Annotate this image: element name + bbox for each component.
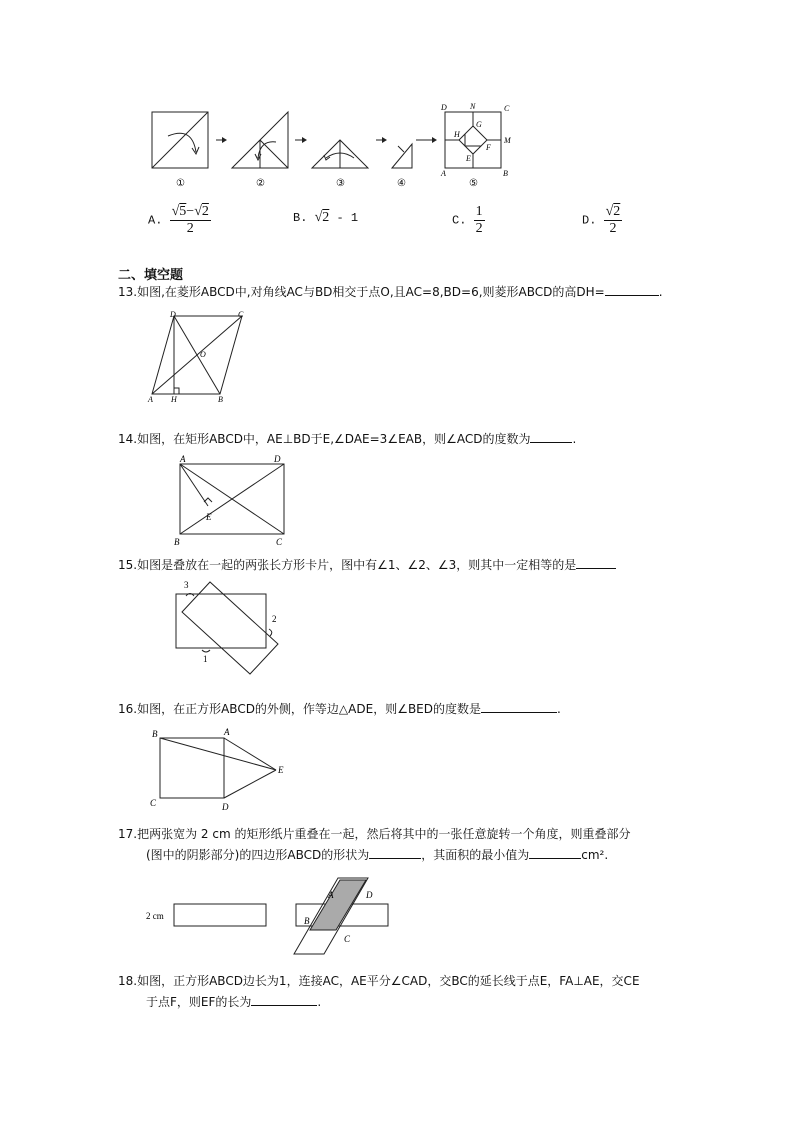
svg-text:C: C [150, 798, 157, 808]
svg-text:D: D [222, 802, 229, 812]
svg-text:B: B [218, 395, 223, 404]
fold-label-B: B [503, 169, 508, 178]
svg-text:2 cm: 2 cm [146, 911, 164, 921]
question-13: 13.如图,在菱形ABCD中,对角线AC与BD相交于点O,且AC=8,BD=6,则菱形ABCD的高DH= . [118, 285, 663, 299]
figure-q17-paper-strips [140, 874, 400, 962]
fold-label-H: H [454, 130, 460, 139]
question-17-line-2: (图中的阴影部分)的四边形ABCD的形状为 ，其面积的最小值为 cm². [146, 848, 609, 862]
answer-blank-17b[interactable] [529, 846, 581, 859]
section-title: 二、填空题 [118, 268, 184, 283]
option-a: A. $\frac{√5-√2}{2}$ [148, 204, 209, 236]
svg-text:C: C [238, 310, 244, 319]
option-d-fraction: $\frac{√2}{2}$ [605, 204, 621, 236]
fold-step-3 [312, 140, 368, 168]
question-15: 15.如图是叠放在一起的两张长方形卡片，图中有∠1、∠2、∠3，则其中一定相等的是 [118, 556, 616, 574]
fold-label-M: M [504, 136, 511, 145]
svg-text:2: 2 [272, 614, 277, 624]
question-17-line-1: 17.把两张宽为 2 cm 的矩形纸片重叠在一起，然后将其中的一张任意旋转一个角度，则重叠部分 [118, 827, 631, 841]
svg-text:3: 3 [184, 580, 189, 590]
svg-text:C: C [276, 537, 283, 547]
answer-blank-18[interactable] [251, 993, 317, 1006]
answer-blank-16[interactable] [481, 700, 557, 713]
option-b: B. √2 - 1 [293, 210, 359, 225]
svg-text:O: O [200, 350, 206, 359]
fold-step-number-5: ⑤ [469, 178, 478, 189]
svg-text:A: A [180, 454, 186, 464]
svg-text:D: D [366, 890, 373, 900]
svg-text:E: E [278, 765, 284, 775]
fold-label-F: F [486, 143, 491, 152]
svg-text:D: D [274, 454, 281, 464]
fold-step-number-4: ④ [397, 178, 406, 189]
fold-step-1 [152, 112, 208, 168]
svg-text:B: B [174, 537, 180, 547]
option-c: C. $\frac{1}{2}$ [452, 204, 483, 236]
folding-steps-figure [140, 100, 530, 195]
option-d: D. $\frac{√2}{2}$ [582, 204, 621, 236]
fold-step-2 [232, 112, 288, 168]
answer-blank-15[interactable] [576, 556, 616, 569]
question-18-line-2: 于点F，则EF的长为 . [146, 995, 322, 1009]
fold-label-D: D [441, 103, 447, 112]
fold-step-number-3: ③ [336, 178, 345, 189]
figure-q16-square-triangle [144, 724, 294, 814]
answer-blank-17a[interactable] [369, 846, 421, 859]
svg-text:A: A [224, 727, 230, 737]
svg-text:C: C [344, 934, 351, 944]
question-16: 16.如图，在正方形ABCD的外侧，作等边△ADE，则∠BED的度数是 . [118, 702, 561, 716]
svg-text:B: B [152, 729, 158, 739]
svg-text:A: A [148, 395, 153, 404]
question-14: 14.如图，在矩形ABCD中，AE⊥BD于E,∠DAE=3∠EAB，则∠ACD的度数为 . [118, 432, 577, 446]
fold-step-4 [392, 144, 412, 168]
fold-label-G: G [476, 120, 482, 129]
figure-q15-overlapping-cards [166, 574, 290, 678]
svg-text:1: 1 [203, 654, 208, 664]
svg-text:A: A [328, 890, 334, 900]
svg-text:B: B [304, 916, 310, 926]
option-a-fraction: $\frac{√5-√2}{2}$ [171, 204, 209, 236]
fold-step-5 [445, 112, 501, 168]
svg-text:D: D [170, 310, 176, 319]
fold-label-N: N [470, 102, 476, 111]
fold-label-C: C [504, 104, 510, 113]
answer-blank-13[interactable] [605, 283, 659, 296]
fold-step-number-2: ② [256, 178, 265, 189]
fold-step-number-1: ① [176, 178, 185, 189]
fold-label-E: E [466, 154, 471, 163]
option-c-fraction: $\frac{1}{2}$ [475, 204, 483, 236]
question-18-line-1: 18.如图，正方形ABCD边长为1，连接AC，AE平分∠CAD，交BC的延长线于点E，FA⊥AE，交CE [118, 974, 640, 988]
figure-q14-rectangle [168, 452, 298, 548]
answer-blank-14[interactable] [530, 430, 572, 443]
figure-q13-rhombus [140, 308, 270, 404]
svg-text:E: E [206, 512, 212, 522]
svg-text:H: H [171, 395, 177, 404]
fold-label-A: A [441, 169, 446, 178]
